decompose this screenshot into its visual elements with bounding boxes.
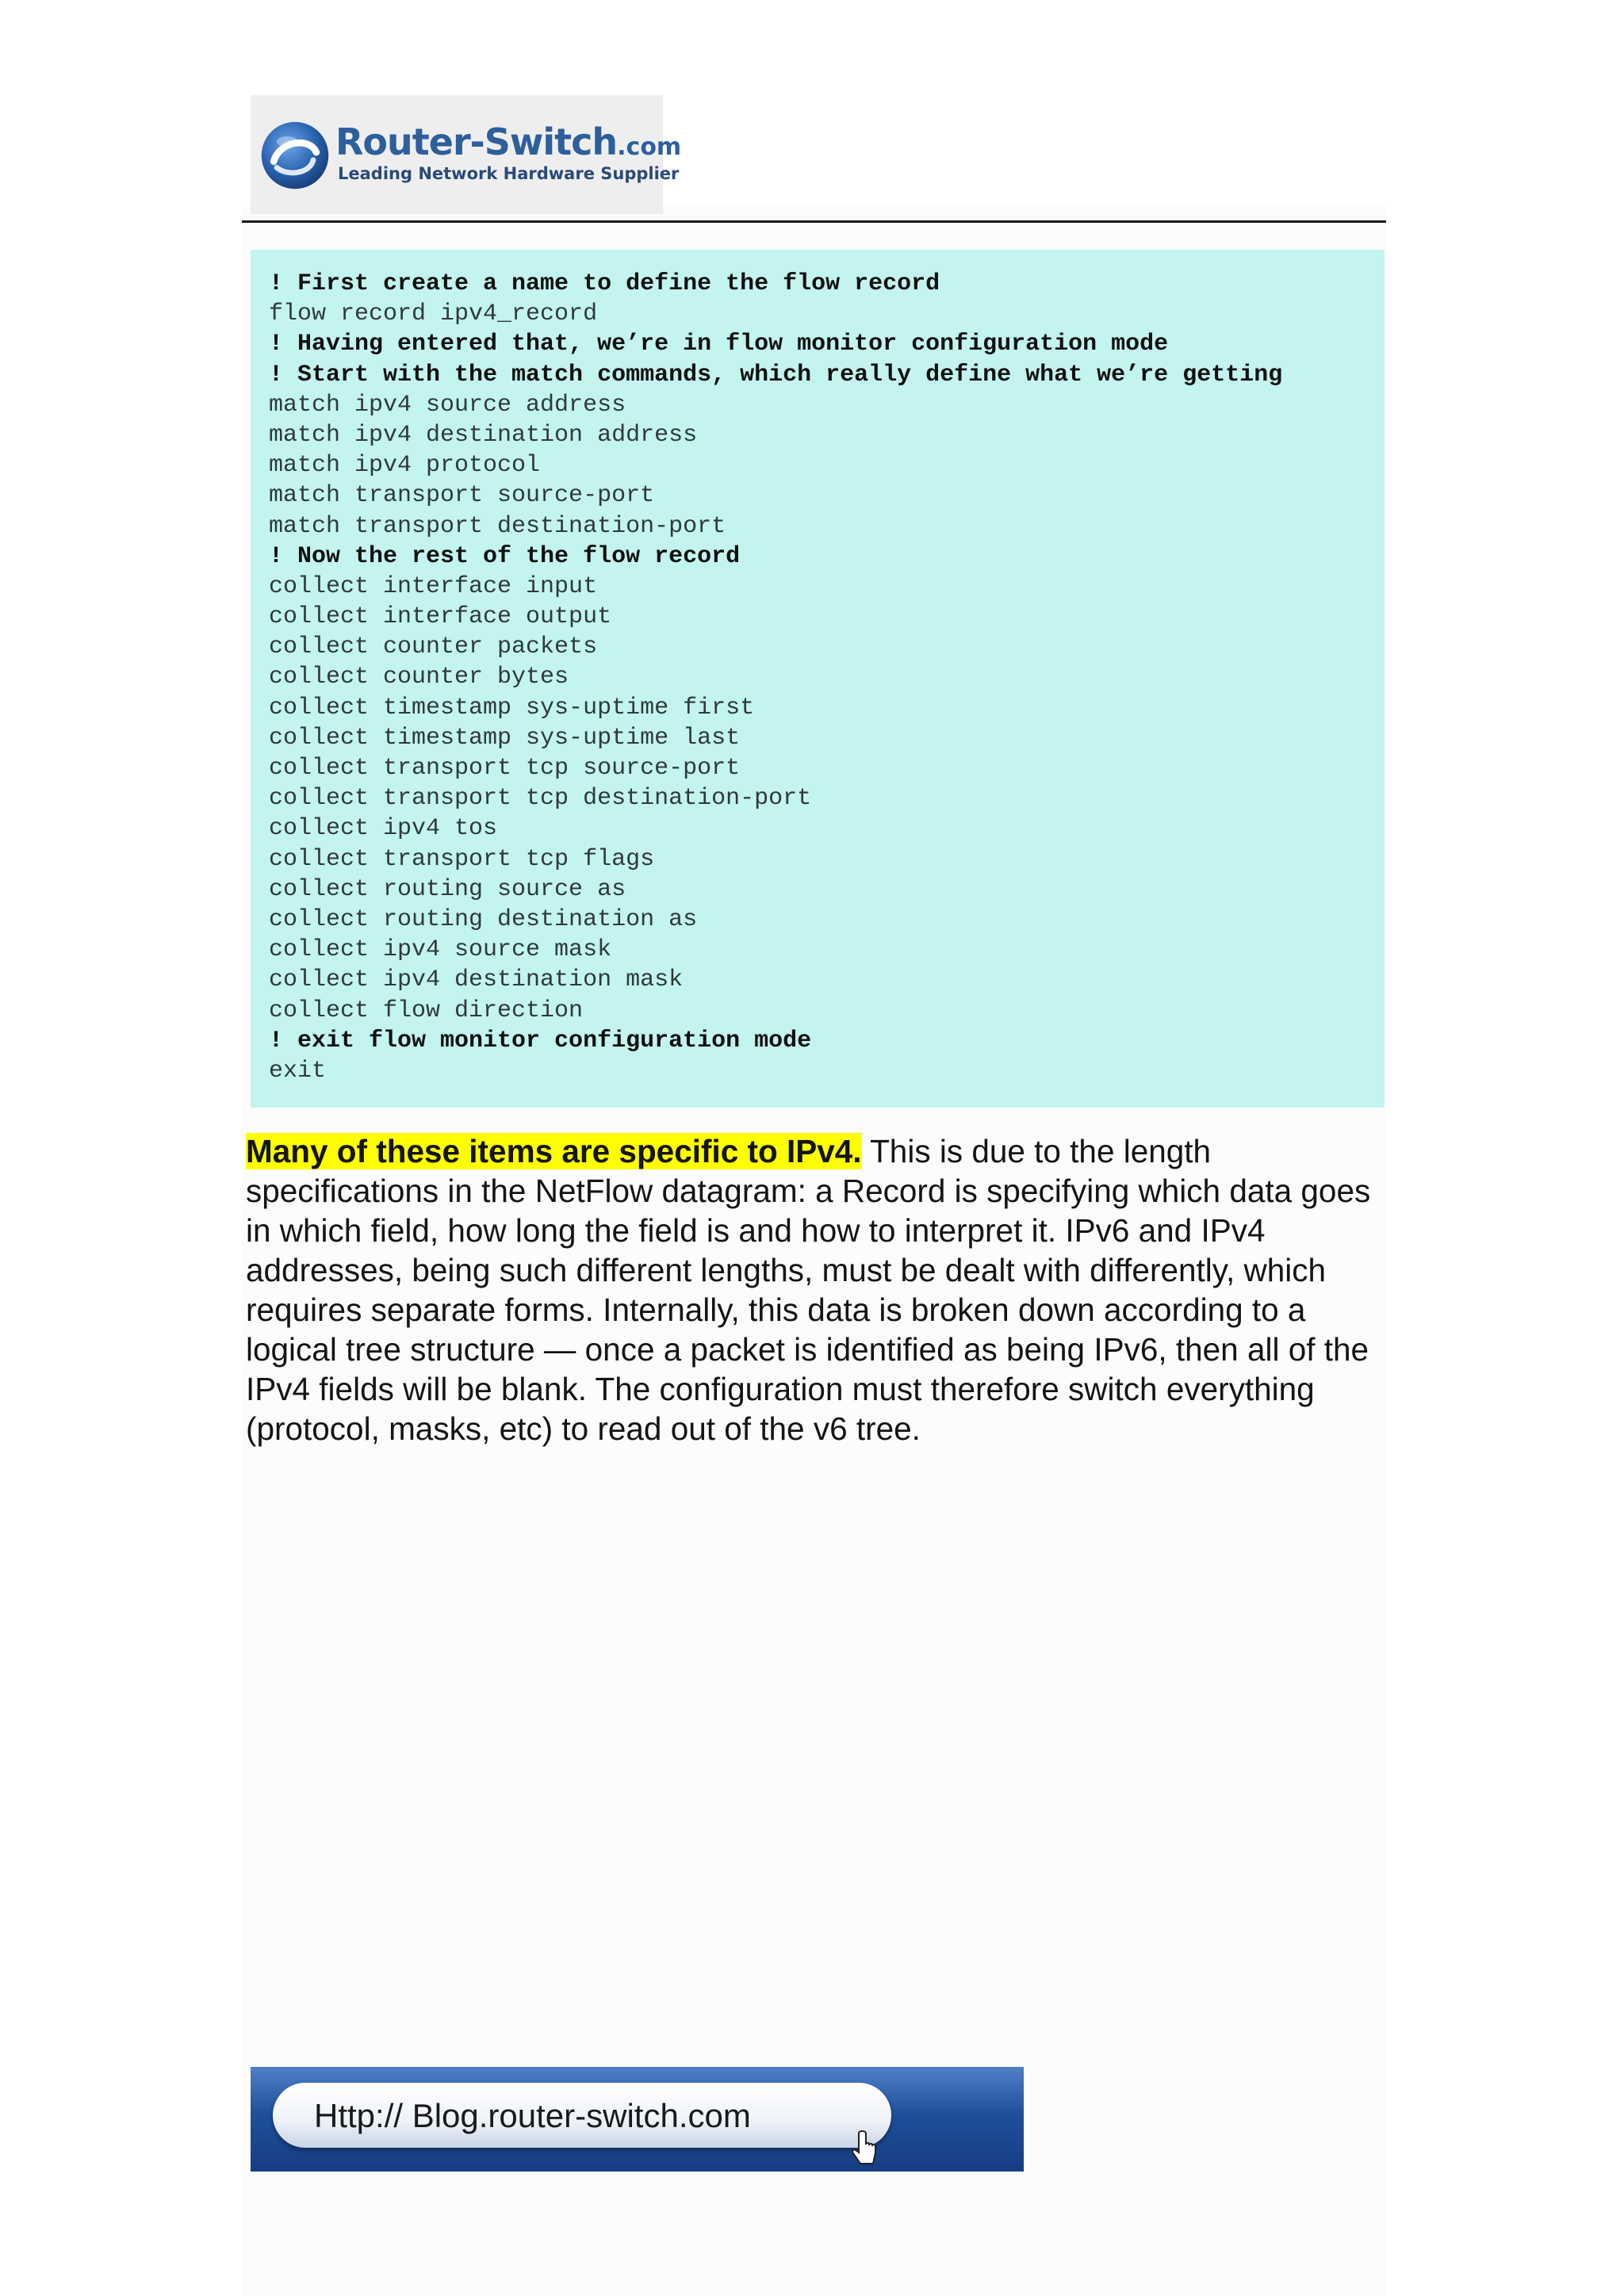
code-line: collect ipv4 destination mask — [269, 966, 684, 994]
code-line: match transport destination-port — [269, 512, 726, 540]
body-text: This is due to the length specifications in the NetFlow datagram: a Record is specifying which data goes in which field, how long the field is and how to interpret it. IPv6 and IPv4 addresses, being such different lengths, must be dealt with differently, which requires separate forms. Internally, this data is broken down according to a logical tree structure — once a packet is identified as being IPv6, then all of the IPv4 fields will be blank. The configuration must therefore switch everything (protocol, masks, etc) to read out of the v6 tree. — [246, 1133, 1371, 1447]
logo-domain: .com — [617, 133, 682, 161]
code-line: collect flow direction — [269, 997, 584, 1024]
code-line: collect transport tcp source-port — [269, 755, 741, 782]
code-line: collect ipv4 source mask — [269, 936, 612, 964]
code-line: collect counter packets — [269, 633, 598, 661]
header-divider — [242, 220, 1386, 223]
hand-pointer-icon — [849, 2129, 881, 2168]
code-comment-line: ! Start with the match commands, which really define what we’re getting — [269, 361, 1283, 388]
code-line: collect ipv4 tos — [269, 815, 498, 843]
code-listing — [269, 269, 1282, 1086]
code-line: collect routing source as — [269, 875, 626, 903]
code-line: collect timestamp sys-uptime first — [269, 694, 755, 721]
code-block — [251, 250, 1385, 1108]
code-line: match ipv4 source address — [269, 391, 626, 419]
banner-pill — [273, 2083, 891, 2148]
code-comment-line: ! Now the rest of the flow record — [269, 542, 741, 570]
logo-tagline: Leading Network Hardware Supplier — [338, 164, 680, 183]
logo-name: Router-Switch.com — [335, 121, 682, 163]
body-paragraph — [246, 1131, 1388, 1448]
code-line: collect counter bytes — [269, 664, 569, 691]
highlighted-lead: Many of these items are specific to IPv4. — [246, 1133, 862, 1169]
code-line: collect transport tcp destination-port — [269, 785, 812, 813]
blog-banner[interactable] — [251, 2067, 1024, 2172]
code-line: match ipv4 protocol — [269, 452, 541, 480]
code-line: collect timestamp sys-uptime last — [269, 724, 741, 752]
code-line: flow record ipv4_record — [269, 300, 598, 328]
code-line: exit — [269, 1057, 327, 1085]
code-line: collect transport tcp flags — [269, 845, 655, 873]
banner-url: Http:// Blog.router-switch.com — [314, 2097, 751, 2134]
code-comment-line: ! Having entered that, we’re in flow monitor configuration mode — [269, 331, 1169, 358]
code-line: collect interface output — [269, 603, 612, 631]
code-line: collect interface input — [269, 572, 598, 600]
site-logo[interactable] — [251, 95, 682, 214]
code-comment-line: ! exit flow monitor configuration mode — [269, 1027, 812, 1054]
code-line: match transport source-port — [269, 482, 655, 510]
code-comment-line: ! First create a name to define the flow record — [269, 270, 940, 297]
code-line: match ipv4 destination address — [269, 421, 698, 449]
code-line: collect routing destination as — [269, 905, 698, 933]
globe-swirl-icon — [257, 117, 333, 193]
